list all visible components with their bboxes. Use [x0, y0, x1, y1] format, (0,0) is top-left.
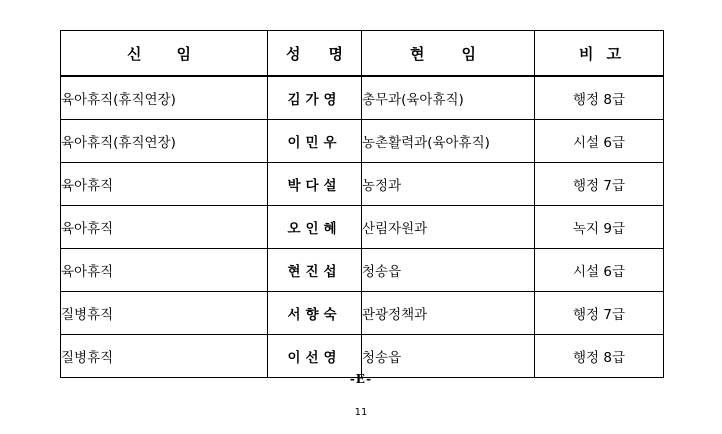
- header-new-position: [61, 31, 268, 77]
- name-cell: 이선영: [268, 335, 362, 378]
- new-position-cell: 질병휴직: [61, 292, 268, 335]
- name-cell: 이민우: [268, 120, 362, 163]
- end-mark: -E-: [349, 372, 373, 386]
- table-row: [61, 76, 664, 120]
- current-position-cell: 청송읍: [362, 249, 535, 292]
- page-number: 11: [354, 407, 368, 418]
- table-row: [61, 120, 664, 163]
- header-new-char-1: 신: [127, 44, 142, 63]
- current-position-cell: 총무과(육아휴직): [362, 76, 535, 120]
- current-position-cell: 농촌활력과(육아휴직): [362, 120, 535, 163]
- table-row: [61, 163, 664, 206]
- name-cell: 김가영: [268, 76, 362, 120]
- header-name-char-2: 명: [328, 44, 343, 63]
- note-cell: 행정 7급: [535, 163, 664, 206]
- header-note: [535, 31, 664, 77]
- current-position-cell: 청송읍: [362, 335, 535, 378]
- header-note-char-1: 비: [579, 44, 594, 63]
- note-cell: 시설 6급: [535, 249, 664, 292]
- personnel-table: [60, 30, 664, 378]
- name-cell: 현진섭: [268, 249, 362, 292]
- name-cell: 박다설: [268, 163, 362, 206]
- name-cell: 오인혜: [268, 206, 362, 249]
- new-position-cell: 질병휴직: [61, 335, 268, 378]
- current-position-cell: 관광정책과: [362, 292, 535, 335]
- table-row: [61, 292, 664, 335]
- new-position-cell: 육아휴직: [61, 249, 268, 292]
- new-position-cell: 육아휴직: [61, 206, 268, 249]
- note-cell: 녹지 9급: [535, 206, 664, 249]
- header-current-char-1: 현: [410, 44, 425, 63]
- note-cell: 행정 8급: [535, 335, 664, 378]
- note-cell: 행정 8급: [535, 76, 664, 120]
- header-current-char-2: 임: [461, 44, 476, 63]
- note-cell: 행정 7급: [535, 292, 664, 335]
- current-position-cell: 농정과: [362, 163, 535, 206]
- new-position-cell: 육아휴직: [61, 163, 268, 206]
- name-cell: 서향숙: [268, 292, 362, 335]
- new-position-cell: 육아휴직(휴직연장): [61, 120, 268, 163]
- table-row: [61, 206, 664, 249]
- table-row: [61, 249, 664, 292]
- header-name: [268, 31, 362, 77]
- header-note-char-2: 고: [606, 44, 621, 63]
- header-row: [61, 31, 664, 77]
- header-name-char-1: 성: [286, 44, 301, 63]
- new-position-cell: 육아휴직(휴직연장): [61, 76, 268, 120]
- header-current-position: [362, 31, 535, 77]
- header-new-char-2: 임: [176, 44, 191, 63]
- note-cell: 시설 6급: [535, 120, 664, 163]
- current-position-cell: 산림자원과: [362, 206, 535, 249]
